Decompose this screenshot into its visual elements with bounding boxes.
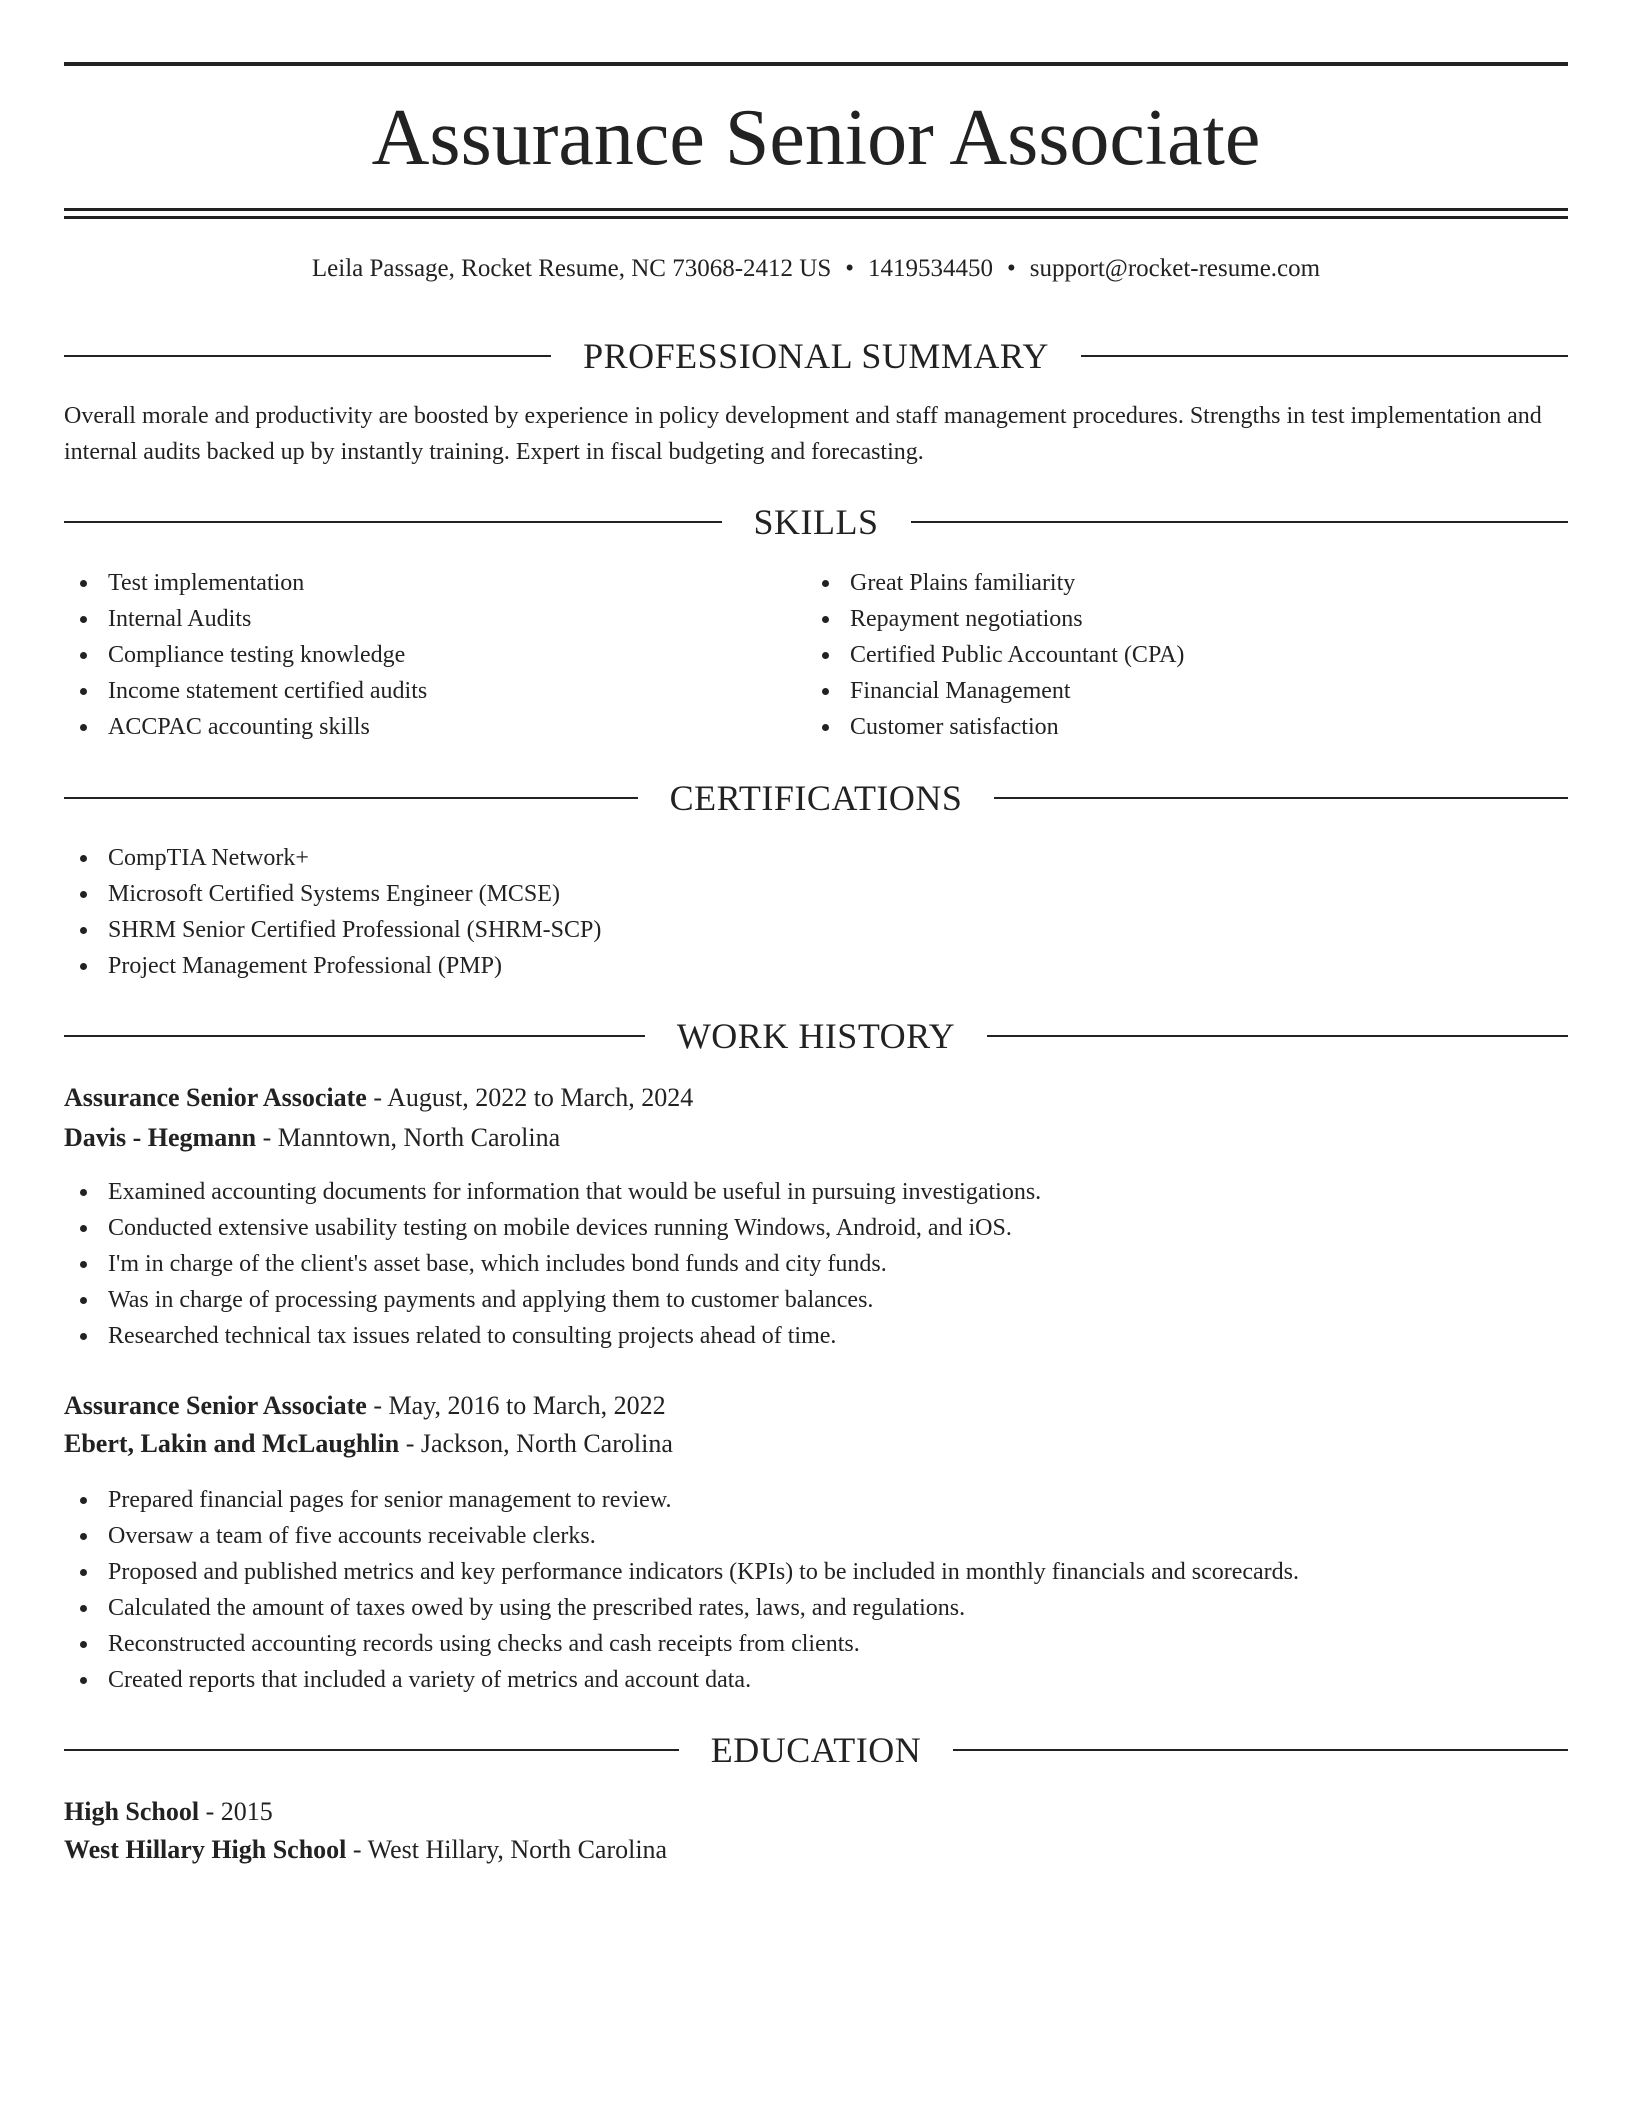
job-2-company-line <box>64 1426 1568 1462</box>
job-dates: - May, 2016 to March, 2022 <box>373 1391 666 1420</box>
job-bullet: Prepared financial pages for senior management to review. <box>64 1482 1568 1518</box>
job-bullet: Calculated the amount of taxes owed by using the prescribed rates, laws, and regulations. <box>64 1590 1568 1626</box>
certification-item: CompTIA Network+ <box>64 840 1568 876</box>
title-rule-lower <box>64 216 1568 219</box>
certifications-heading-label: CERTIFICATIONS <box>669 778 963 818</box>
top-rule <box>64 62 1568 66</box>
heading-rule-left <box>64 355 551 357</box>
contact-separator: • <box>1007 255 1016 282</box>
certification-item: SHRM Senior Certified Professional (SHRM-SCP) <box>64 912 1568 948</box>
education-location: - West Hillary, North Carolina <box>352 1835 668 1864</box>
job-title: Assurance Senior Associate <box>64 1083 367 1112</box>
contact-address: Leila Passage, Rocket Resume, NC 73068-2412 US <box>311 255 832 282</box>
job-bullet: Created reports that included a variety of metrics and account data. <box>64 1662 1568 1698</box>
education-heading <box>64 1728 1568 1772</box>
skills-heading <box>64 500 1568 544</box>
skill-item: Test implementation <box>64 565 764 601</box>
job-1-bullets <box>64 1174 1568 1354</box>
heading-rule-left <box>64 1035 645 1037</box>
certification-item: Microsoft Certified Systems Engineer (MCSE) <box>64 876 1568 912</box>
certifications-heading <box>64 776 1568 820</box>
skill-item: Compliance testing knowledge <box>64 637 764 673</box>
contact-phone: 1419534450 <box>868 255 994 282</box>
skill-item: Customer satisfaction <box>806 709 1506 745</box>
work-history-heading <box>64 1014 1568 1058</box>
job-bullet: I'm in charge of the client's asset base, which includes bond funds and city funds. <box>64 1246 1568 1282</box>
heading-rule-right <box>994 797 1568 799</box>
job-title: Assurance Senior Associate <box>64 1391 367 1420</box>
skill-item: Repayment negotiations <box>806 601 1506 637</box>
skill-item: Income statement certified audits <box>64 673 764 709</box>
skill-item: Certified Public Accountant (CPA) <box>806 637 1506 673</box>
heading-rule-left <box>64 1749 679 1751</box>
skill-item: ACCPAC accounting skills <box>64 709 764 745</box>
contact-separator: • <box>845 255 855 282</box>
skills-heading-label: SKILLS <box>753 502 879 542</box>
title-rule-upper <box>64 208 1568 211</box>
job-bullet: Oversaw a team of five accounts receivable clerks. <box>64 1518 1568 1554</box>
job-1-company-line <box>64 1120 1568 1156</box>
summary-text: Overall morale and productivity are boosted by experience in policy development and staff management procedures. Strengths in test implementation and internal audits backed up by instantly training. Expert in fiscal budgeting and forecasting. <box>64 403 1542 465</box>
job-bullet: Examined accounting documents for information that would be useful in pursuing investigations. <box>64 1174 1568 1210</box>
contact-email: support@rocket-resume.com <box>1029 255 1321 282</box>
job-dates: - August, 2022 to March, 2024 <box>373 1083 694 1112</box>
job-location: - Jackson, North Carolina <box>405 1429 673 1458</box>
job-bullet: Researched technical tax issues related to consulting projects ahead of time. <box>64 1318 1568 1354</box>
job-1-title-line <box>64 1080 1568 1116</box>
job-2-bullets <box>64 1482 1568 1698</box>
job-bullet: Proposed and published metrics and key performance indicators (KPIs) to be included in monthly financials and scorecards. <box>64 1554 1568 1590</box>
skills-list-left <box>64 565 764 745</box>
skill-item: Financial Management <box>806 673 1506 709</box>
job-bullet: Was in charge of processing payments and applying them to customer balances. <box>64 1282 1568 1318</box>
heading-rule-left <box>64 797 638 799</box>
job-company: Davis - Hegmann <box>64 1123 257 1152</box>
education-school-line <box>64 1832 1568 1868</box>
heading-rule-right <box>911 521 1569 523</box>
skills-list-right <box>806 565 1506 745</box>
education-degree: High School <box>64 1797 200 1826</box>
skill-item: Internal Audits <box>64 601 764 637</box>
resume-title: Assurance Senior Associate <box>371 94 1261 182</box>
education-school: West Hillary High School <box>64 1835 347 1864</box>
skill-item: Great Plains familiarity <box>806 565 1506 601</box>
job-bullet: Conducted extensive usability testing on mobile devices running Windows, Android, and iOS. <box>64 1210 1568 1246</box>
certifications-list <box>64 840 1568 984</box>
contact-line <box>64 252 1568 286</box>
work-history-heading-label: WORK HISTORY <box>676 1016 956 1056</box>
heading-rule-right <box>987 1035 1568 1037</box>
education-heading-label: EDUCATION <box>710 1730 922 1770</box>
job-company: Ebert, Lakin and McLaughlin <box>64 1429 400 1458</box>
heading-rule-left <box>64 521 722 523</box>
education-degree-line <box>64 1794 1568 1830</box>
summary-heading-label: PROFESSIONAL SUMMARY <box>583 336 1049 376</box>
heading-rule-right <box>953 1749 1568 1751</box>
education-year: - 2015 <box>205 1797 273 1826</box>
job-2-title-line <box>64 1388 1568 1424</box>
job-location: - Manntown, North Carolina <box>262 1123 561 1152</box>
summary-heading <box>64 334 1568 378</box>
heading-rule-right <box>1081 355 1568 357</box>
certification-item: Project Management Professional (PMP) <box>64 948 1568 984</box>
job-bullet: Reconstructed accounting records using checks and cash receipts from clients. <box>64 1626 1568 1662</box>
